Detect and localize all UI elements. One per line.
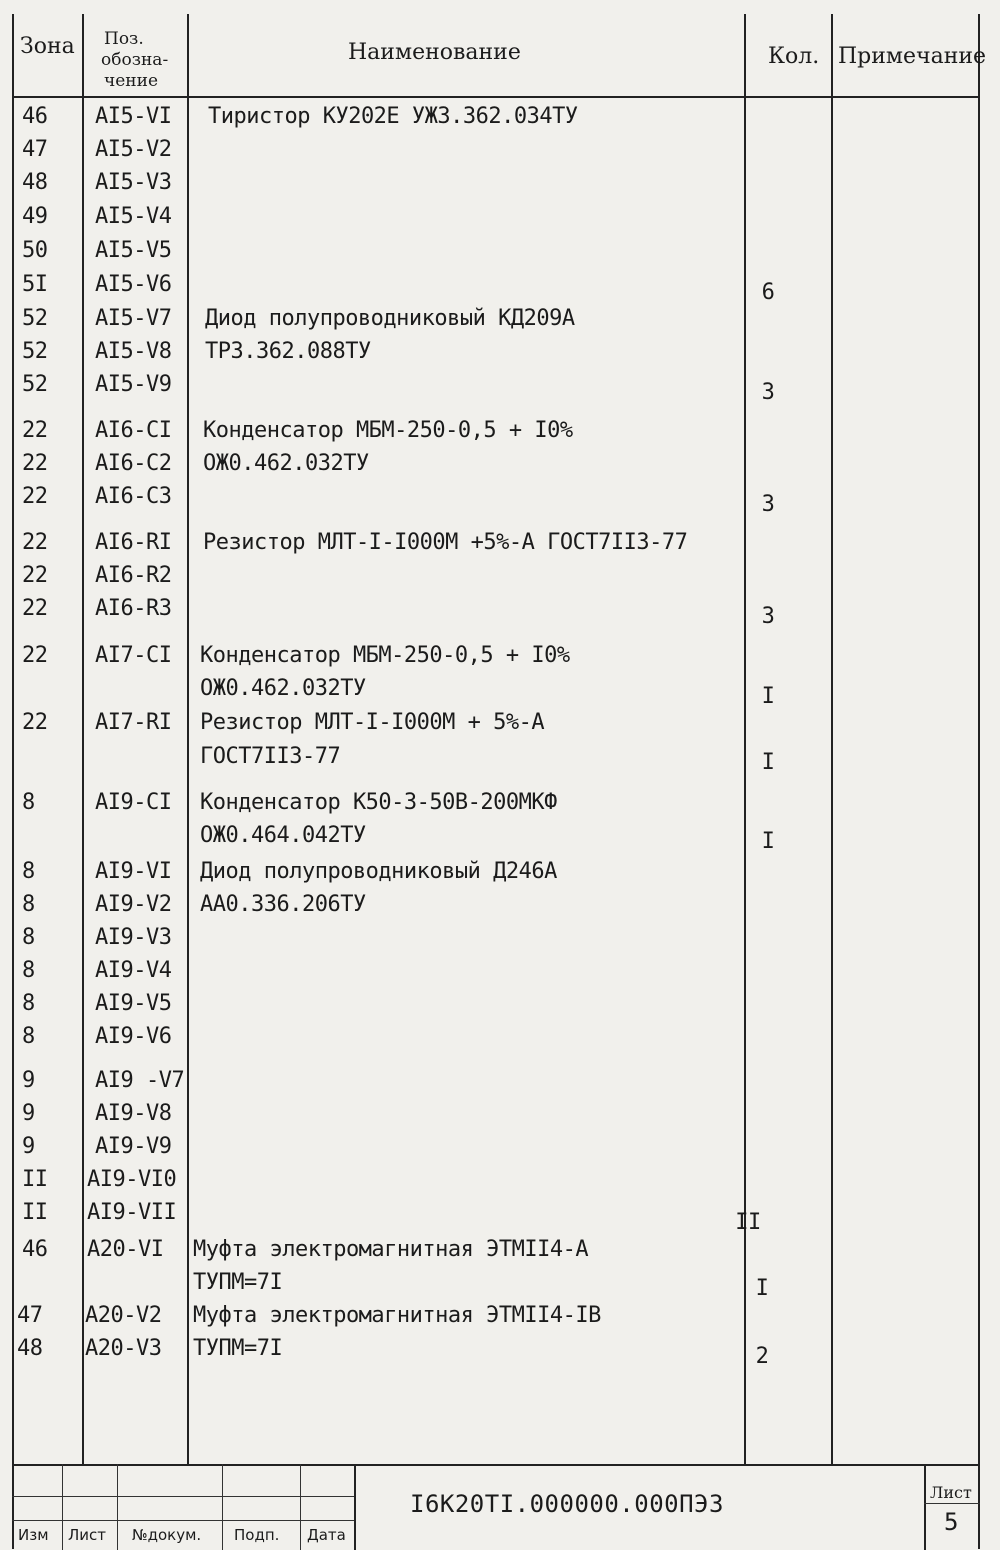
zone-cell: 50 — [22, 238, 48, 263]
quantity-cell: I — [761, 684, 775, 709]
name-cell: Конденсатор МБМ-250-0,5 + I0% — [203, 418, 573, 443]
zone-cell: 5I — [22, 272, 48, 297]
position-cell: AI9-VII — [87, 1200, 177, 1225]
table-row — [0, 639, 1000, 672]
table-row — [0, 740, 1000, 773]
table-row — [0, 855, 1000, 888]
name-cell: ТУПМ=7I — [193, 1270, 283, 1295]
position-cell: AI5-V7 — [95, 306, 172, 331]
position-cell: AI5-V5 — [95, 238, 172, 263]
zone-cell: 8 — [22, 1024, 35, 1049]
position-cell: AI5-V3 — [95, 170, 172, 195]
table-row — [0, 526, 1000, 559]
quantity-cell: 3 — [761, 492, 775, 517]
stamp-label-izm: Изм — [18, 1526, 49, 1544]
table-row — [0, 786, 1000, 819]
zone-cell: 52 — [22, 306, 48, 331]
table-row — [0, 447, 1000, 480]
position-cell: AI6-C3 — [95, 484, 172, 509]
position-cell: AI6-C2 — [95, 451, 172, 476]
zone-cell: 22 — [22, 643, 48, 668]
stamp-sep-3 — [222, 1464, 223, 1550]
zone-cell: 22 — [22, 451, 48, 476]
zone-cell: 8 — [22, 859, 35, 884]
zone-cell: 9 — [22, 1134, 35, 1159]
table-row — [0, 302, 1000, 335]
table-row — [0, 1332, 1000, 1369]
table-row — [0, 234, 1000, 267]
stamp-sheet-line — [924, 1503, 980, 1504]
position-cell: AI9-CI — [95, 790, 172, 815]
table-row — [0, 480, 1000, 517]
position-cell: AI6-CI — [95, 418, 172, 443]
zone-cell: 22 — [22, 484, 48, 509]
zone-cell: 46 — [22, 1237, 48, 1262]
name-cell: Резистор МЛТ-I-I000М + 5%-А — [200, 710, 545, 735]
position-cell: AI9-V6 — [95, 1024, 172, 1049]
quantity-cell: I — [755, 1276, 769, 1301]
header-pos-line1: Поз. — [104, 29, 144, 49]
table-row — [0, 368, 1000, 405]
zone-cell: 47 — [17, 1303, 43, 1328]
table-row — [0, 987, 1000, 1020]
table-row — [0, 921, 1000, 954]
stamp-label-podp: Подп. — [234, 1526, 280, 1544]
position-cell: AI5-VI — [95, 104, 172, 129]
table-row — [0, 1266, 1000, 1299]
table-row — [0, 268, 1000, 305]
name-cell: ОЖ0.464.042ТУ — [200, 823, 366, 848]
zone-cell: 9 — [22, 1068, 35, 1093]
zone-cell: 22 — [22, 530, 48, 555]
position-cell: AI7-RI — [95, 710, 172, 735]
position-cell: AI5-V9 — [95, 372, 172, 397]
zone-cell: 8 — [22, 892, 35, 917]
quantity-cell: 6 — [761, 280, 775, 305]
zone-cell: 8 — [22, 925, 35, 950]
zone-cell: 52 — [22, 372, 48, 397]
position-cell: AI5-V4 — [95, 204, 172, 229]
table-row — [0, 100, 1000, 133]
zone-cell: 22 — [22, 563, 48, 588]
name-cell: Диод полупроводниковый Д246А — [200, 859, 557, 884]
stamp-mid-line — [12, 1496, 354, 1497]
name-cell: Конденсатор К50-3-50В-200МКФ — [200, 790, 557, 815]
sheet-number: 5 — [944, 1508, 959, 1536]
quantity-cell: I — [761, 829, 775, 854]
position-cell: AI9-V8 — [95, 1101, 172, 1126]
document-number: I6К20ТI.000000.000ПЭЗ — [410, 1490, 724, 1518]
header-name: Наименование — [348, 40, 521, 65]
table-row — [0, 1233, 1000, 1266]
zone-cell: 8 — [22, 790, 35, 815]
position-cell: AI9-V5 — [95, 991, 172, 1016]
zone-cell: 9 — [22, 1101, 35, 1126]
name-cell: ОЖ0.462.032ТУ — [200, 676, 366, 701]
quantity-cell: II — [735, 1210, 761, 1235]
table-row — [0, 1064, 1000, 1097]
name-cell: ОЖ0.462.032ТУ — [203, 451, 369, 476]
zone-cell: 8 — [22, 958, 35, 983]
table-row — [0, 954, 1000, 987]
quantity-cell: 3 — [761, 604, 775, 629]
header-note: Примечание — [838, 44, 987, 69]
header-pos-line2: обозна- — [101, 50, 169, 70]
position-cell: AI5-V8 — [95, 339, 172, 364]
name-cell: Муфта электромагнитная ЭТМII4-А — [193, 1237, 589, 1262]
stamp-sep-5 — [354, 1464, 356, 1550]
table-row — [0, 133, 1000, 166]
stamp-label-data: Дата — [307, 1526, 346, 1544]
table-row — [0, 706, 1000, 739]
name-cell: Конденсатор МБМ-250-0,5 + I0% — [200, 643, 570, 668]
quantity-cell: 2 — [755, 1344, 769, 1369]
position-cell: AI9-V3 — [95, 925, 172, 950]
table-row — [0, 166, 1000, 199]
stamp-sep-sheet — [924, 1464, 926, 1550]
zone-cell: 47 — [22, 137, 48, 162]
stamp-sep-4 — [300, 1464, 301, 1550]
position-cell: AI9-VI0 — [87, 1167, 177, 1192]
table-row — [0, 592, 1000, 629]
zone-cell: 22 — [22, 710, 48, 735]
position-cell: AI9-V4 — [95, 958, 172, 983]
position-cell: AI9-V2 — [95, 892, 172, 917]
position-cell: AI5-V2 — [95, 137, 172, 162]
stamp-label-list: Лист — [68, 1526, 107, 1544]
position-cell: AI6-R3 — [95, 596, 172, 621]
header-pos-line3: чение — [104, 71, 159, 91]
zone-cell: 46 — [22, 104, 48, 129]
zone-cell: 52 — [22, 339, 48, 364]
table-row — [0, 819, 1000, 852]
name-cell: ТРЗ.362.088ТУ — [205, 339, 371, 364]
position-cell: AI9 -V7 — [95, 1068, 185, 1093]
table-row — [0, 335, 1000, 368]
table-row — [0, 888, 1000, 921]
table-row — [0, 672, 1000, 709]
stamp-mid-line-2 — [12, 1520, 354, 1521]
stamp-label-docnum: №докум. — [132, 1526, 202, 1544]
zone-cell: 8 — [22, 991, 35, 1016]
position-cell: AI6-R2 — [95, 563, 172, 588]
table-row — [0, 414, 1000, 447]
position-cell: A20-V2 — [85, 1303, 162, 1328]
header-zone: Зона — [20, 34, 75, 59]
name-cell: Диод полупроводниковый КД209А — [205, 306, 575, 331]
table-row — [0, 1130, 1000, 1163]
header-bottom-line — [12, 96, 980, 98]
position-cell: AI9-V9 — [95, 1134, 172, 1159]
quantity-cell: 3 — [761, 380, 775, 405]
stamp-sep-2 — [117, 1464, 118, 1550]
name-cell: АА0.336.206ТУ — [200, 892, 366, 917]
sheet-label: Лист — [930, 1483, 972, 1502]
zone-cell: 48 — [22, 170, 48, 195]
table-row — [0, 1196, 1000, 1235]
table-row — [0, 1020, 1000, 1053]
zone-cell: 49 — [22, 204, 48, 229]
position-cell: A20-V3 — [85, 1336, 162, 1361]
table-row — [0, 200, 1000, 233]
header-qty: Кол. — [768, 44, 820, 69]
zone-cell: II — [22, 1200, 48, 1225]
zone-cell: 22 — [22, 418, 48, 443]
table-row — [0, 1097, 1000, 1130]
position-cell: AI7-CI — [95, 643, 172, 668]
name-cell: Муфта электромагнитная ЭТМII4-IВ — [193, 1303, 601, 1328]
table-row — [0, 1299, 1000, 1332]
name-cell: ТУПМ=7I — [193, 1336, 283, 1361]
position-cell: AI6-RI — [95, 530, 172, 555]
name-cell: Резистор МЛТ-I-I000М +5%-А ГОСТ7II3-77 — [203, 530, 688, 555]
stamp-top-line — [12, 1464, 980, 1466]
zone-cell: 48 — [17, 1336, 43, 1361]
quantity-cell: I — [761, 750, 775, 775]
position-cell: A20-VI — [87, 1237, 164, 1262]
name-cell: ГОСТ7II3-77 — [200, 744, 341, 769]
table-row — [0, 559, 1000, 592]
stamp-sep-1 — [62, 1464, 63, 1550]
position-cell: AI9-VI — [95, 859, 172, 884]
table-row — [0, 1163, 1000, 1196]
position-cell: AI5-V6 — [95, 272, 172, 297]
name-cell: Тиристор КУ202Е УЖЗ.362.034ТУ — [208, 104, 578, 129]
zone-cell: 22 — [22, 596, 48, 621]
zone-cell: II — [22, 1167, 48, 1192]
